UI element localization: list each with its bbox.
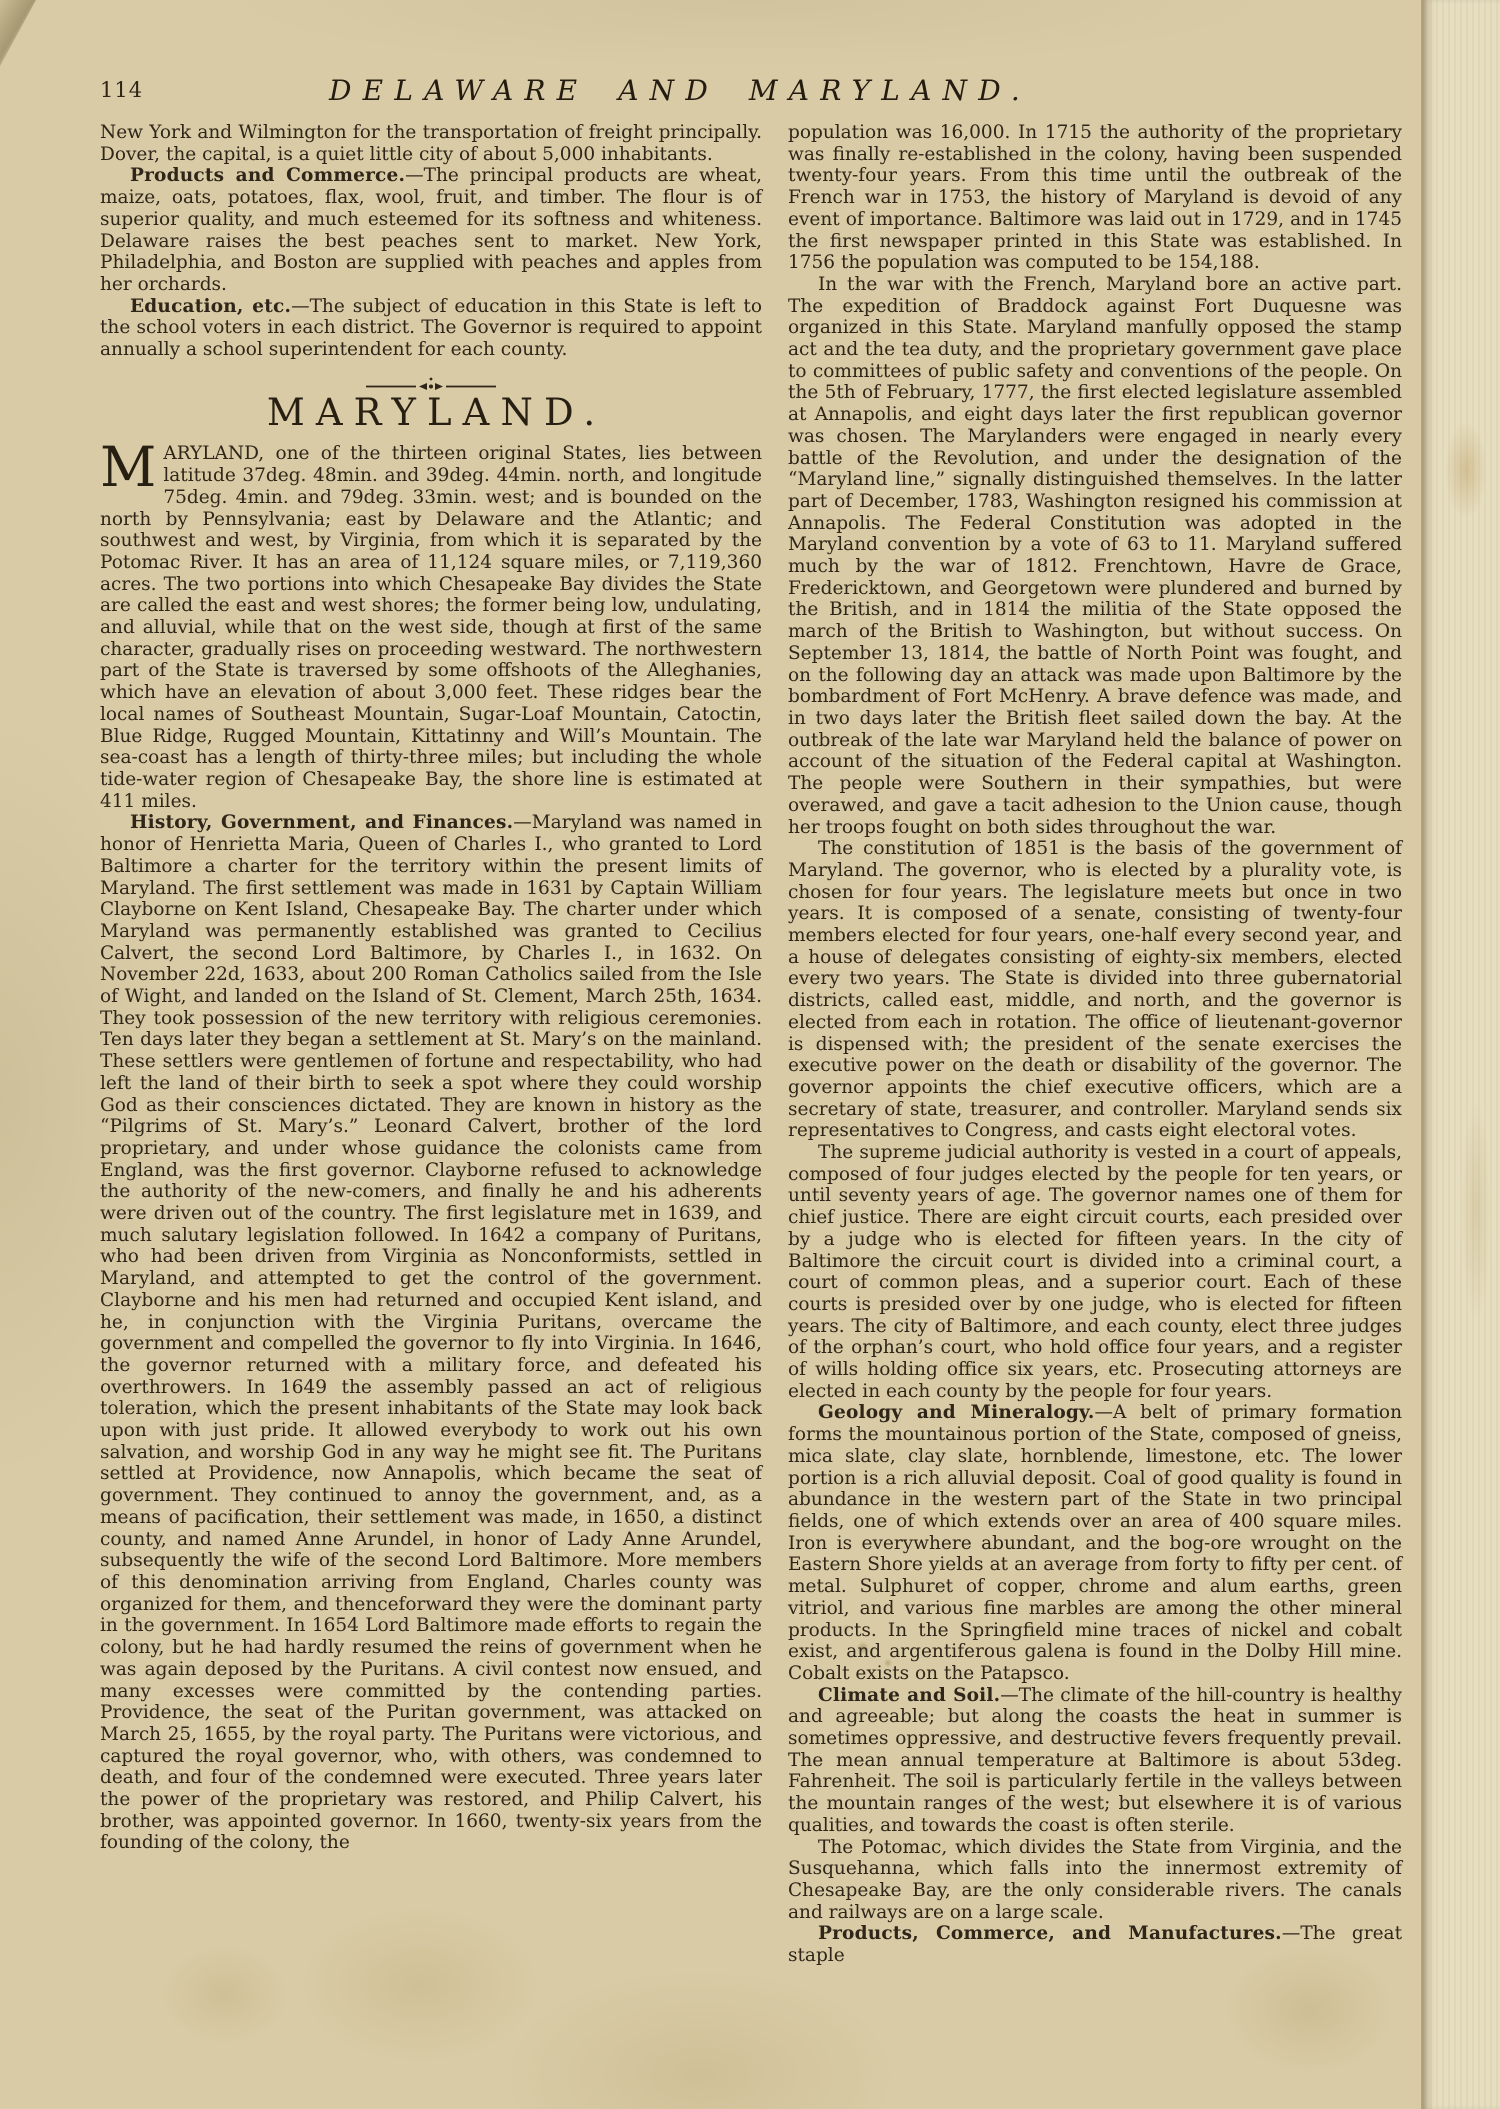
page-number: 114 — [100, 78, 144, 102]
section-divider — [100, 376, 762, 392]
paragraph-products-commerce: Products and Commerce.—The principal products are wheat, maize, oats, potatoes, flax, wool, fruit, and timber. The flour is of superior quality, and much esteemed for its softness and whiteness. Delaware raises the best peaches sent to market. New York, Philadelphia, and Boston are supplied with peaches and apples from her orchards. — [100, 165, 763, 295]
paragraph-delaware-cities: New York and Wilmington for the transportation of freight principally. Dover, the capital, is a quiet little city of about 5,000 inhabitants. — [100, 122, 762, 165]
paragraph-products-manufactures: Products, Commerce, and Manufactures.—The great staple — [788, 1923, 1402, 1967]
running-title: DELAWARE AND MARYLAND. — [329, 74, 1031, 107]
drop-cap: M — [100, 435, 157, 500]
page-corner-curl-icon — [0, 0, 36, 66]
paragraph-maryland-intro: MARYLAND, one of the thirteen original States, lies between latitude 37deg. 48min. and 39deg. 44min. north, and longitude 75deg. 4min. and 79deg. 33min. west; and is bounded on the north by Pennsylvania; east by Delaware and the Atlantic; and southwest and west, by Virginia, from which it is separated by the Potomac River. It has an area of 11,124 square miles, or 7,119,360 acres. The two portions into which Chesapeake Bay divides the State are called the east and west shores; the former being low, undulating, and alluvial, while that on the west side, though at first of the same character, gradually rises on proceeding westward. The northwestern part of the State is traversed by some offshoots of the Alleghanies, which have an elevation of about 3,000 feet. These ridges bear the local names of Southeast Mountain, Sugar-Loaf Mountain, Catoctin, Blue Ridge, Rugged Mountain, Kittatinny and Will’s Mountain. The sea-coast has a length of thirty-three miles; but including the whole tide-water region of Chesapeake Bay, the shore line is estimated at 411 miles. — [100, 435, 762, 812]
paragraph-judiciary: The supreme judicial authority is vested in a court of appeals, composed of four judges elected by the people for ten years, or until seventy years of age. The governor names one of them for chief justice. There are eight circuit courts, each presided over by a judge who is elected for fifteen years. In the city of Baltimore the circuit court is divided into a criminal court, a court of common pleas, and a superior court. Each of these courts is presided over by one judge, who is elected for fifteen years. The city of Baltimore, and each county, elect three judges of the orphan’s court, who hold office four years, and a register of wills holding office six years, etc. Prosecuting attorneys are elected in each county by the people for four years. — [788, 1142, 1402, 1402]
left-column — [100, 122, 762, 1854]
maryland-heading: MARYLAND. — [266, 390, 607, 434]
paragraph-geology-mineralogy: Geology and Mineralogy.—A belt of primary formation forms the mountainous portion of the State, composed of gneiss, mica slate, clay slate, hornblende, limestone, etc. The lower portion is a rich alluvial deposit. Coal of good quality is found in abundance in the western part of the State in two principal fields, one of which extends over an area of 400 square miles. Iron is everywhere abundant, and the bog-ore wrought on the Eastern Shore yields at an average from forty to fifty per cent. of metal. Sulphuret of copper, chrome and alum earths, green vitriol, and various fine marbles are among the other mineral products. In the Springfield mine traces of nickel and cobalt exist, and argentiferous galena is found in the Dolby Hill mine. Cobalt exists on the Patapsco. — [788, 1402, 1402, 1684]
section-lead: Products, Commerce, and Manufactures. — [818, 1923, 1282, 1945]
section-lead: Climate and Soil. — [818, 1684, 1001, 1706]
divider-ornament-icon — [366, 376, 496, 392]
section-lead: History, Government, and Finances. — [130, 812, 514, 834]
paragraph-climate-soil: Climate and Soil.—The climate of the hill-country is healthy and agreeable; but along the coasts the heat in summer is sometimes oppressive, and destructive fevers frequently prevail. The mean annual temperature at Baltimore is about 53deg. Fahrenheit. The soil is particularly fertile in the valleys between the mountain ranges of the west; but elsewhere it is of various qualities, and towards the coast is often sterile. — [788, 1684, 1402, 1836]
page-edge — [1421, 0, 1500, 2109]
paragraph-rivers: The Potomac, which divides the State from Virginia, and the Susquehanna, which falls into the innermost extremity of Chesapeake Bay, are the only considerable rivers. The canals and railways are on a large scale. — [788, 1836, 1402, 1923]
section-lead: Products and Commerce. — [130, 165, 406, 187]
right-column — [788, 122, 1402, 1967]
paragraph-constitution: The constitution of 1851 is the basis of the government of Maryland. The governor, who is elected by a plurality vote, is chosen for four years. The legislature meets but once in two years. It is composed of a senate, consisting of twenty-four members elected for four years, one-half every second year, and a house of delegates consisting of eighty-six members, elected every two years. The State is divided into three gubernatorial districts, called east, middle, and north, and the governor is elected from each in rotation. The office of lieutenant-governor is dispensed with; the president of the senate exercises the executive power on the death or disability of the governor. The governor appoints the chief executive officers, which are a secretary of state, treasurer, and controller. Maryland sends six representatives to Congress, and casts eight electoral votes. — [788, 838, 1402, 1142]
section-lead: Geology and Mineralogy. — [818, 1402, 1095, 1424]
paragraph-history-government-finances: History, Government, and Finances.—Maryland was named in honor of Henrietta Maria, Queen of Charles I., who granted to Lord Baltimore a charter for the territory within the present limits of Maryland. The first settlement was made in 1631 by Captain William Clayborne on Kent Island, Chesapeake Bay. The charter under which Maryland was permanently established was granted to Cecilius Calvert, the second Lord Baltimore, by Charles I., in 1632. On November 22d, 1633, about 200 Roman Catholics sailed from the Isle of Wight, and landed on the Island of St. Clement, March 25th, 1634. They took possession of the new territory with religious ceremonies. Ten days later they began a settlement at St. Mary’s on the mainland. These settlers were gentlemen of fortune and respectability, who had left the land of their birth to seek a spot where they could worship God as their consciences dictated. They are known in history as the “Pilgrims of St. Mary’s.” Leonard Calvert, brother of the lord proprietary, and under whose guidance the colonists came from England, was the first governor. Clayborne refused to acknowledge the authority of the new-comers, and finally he and his adherents were driven out of the country. The first legislature met in 1639, and much salutary legislation followed. In 1642 a company of Puritans, who had been driven from Virginia as Nonconformists, settled in Maryland, and attempted to get the control of the government. Clayborne and his men had returned and occupied Kent island, and he, in conjunction with the Virginia Puritans, overcame the government and compelled the governor to fly into Virginia. In 1646, the governor returned with a military force, and defeated his overthrowers. In 1649 the assembly passed an act of religious toleration, which the present inhabitants of the State may look back upon with just pride. It allowed everybody to work out his own salvation, and worship God in any way he might see fit. The Puritans settled at Providence, now Annapolis, which became the seat of government. They continued to annoy the government, and, as a means of pacification, their settlement was made, in 1650, a distinct county, and named Anne Arundel, in honor of Lady Anne Arundel, subsequently the wife of the second Lord Baltimore. More members of this denomination arriving from England, Charles county was organized for them, and thenceforward they were the dominant party in the government. In 1654 Lord Baltimore made efforts to regain the colony, but he had hardly resumed the reins of government when he was again deposed by the Puritans. A civil contest now ensued, and many excesses were committed by the contending parties. Providence, the seat of the Puritan government, was attacked on March 25, 1655, by the royal party. The Puritans were victorious, and captured the royal governor, who, with others, was condemned to death, and four of the condemned were executed. Three years later the power of the proprietary was restored, and Philip Calvert, his brother, was appointed governor. In 1660, twenty-six years from the founding of the colony, the — [100, 812, 762, 1854]
paragraph-french-war: In the war with the French, Maryland bore an active part. The expedition of Braddock against Fort Duquesne was organized in this State. Maryland manfully opposed the stamp act and the tea duty, and the proprietary government gave place to committees of public safety and conventions of the people. On the 5th of February, 1777, the first elected legislature assembled at Annapolis, and eight days later the first republican governor was chosen. The Marylanders were engaged in nearly every battle of the Revolution, and under the designation of the “Maryland line,” signally distinguished themselves. In the latter part of December, 1783, Washington resigned his commission at Annapolis. The Federal Constitution was adopted in the Maryland convention by a vote of 63 to 11. Maryland suffered much by the war of 1812. Frenchtown, Havre de Grace, Fredericktown, and Georgetown were plundered and burned by the British, and in 1814 the militia of the State opposed the march of the British to Washington, but without success. On September 13, 1814, the battle of North Point was fought, and on the following day an attack was made upon Baltimore by the bombardment of Fort McHenry. A brave defence was made, and in two days later the British fleet sailed down the bay. At the outbreak of the late war Maryland held the balance of power on account of the situation of the Federal capital at Washington. The people were Southern in their sympathies, but were overawed, and gave a tacit adhesion to the Union cause, though her troops fought on both sides throughout the war. — [788, 273, 1402, 838]
paragraph-population: population was 16,000. In 1715 the authority of the proprietary was finally re-established in the colony, having been suspended twenty-four years. From this time until the outbreak of the French war in 1753, the history of Maryland is devoid of any event of importance. Baltimore was laid out in 1729, and in 1745 the first newspaper printed in this State was established. In 1756 the population was computed to be 154,188. — [788, 122, 1402, 274]
paragraph-education: Education, etc.—The subject of education in this State is left to the school voters in each district. The Governor is required to appoint annually a school superintendent for each county. — [100, 295, 762, 361]
section-lead: Education, etc. — [130, 295, 292, 317]
